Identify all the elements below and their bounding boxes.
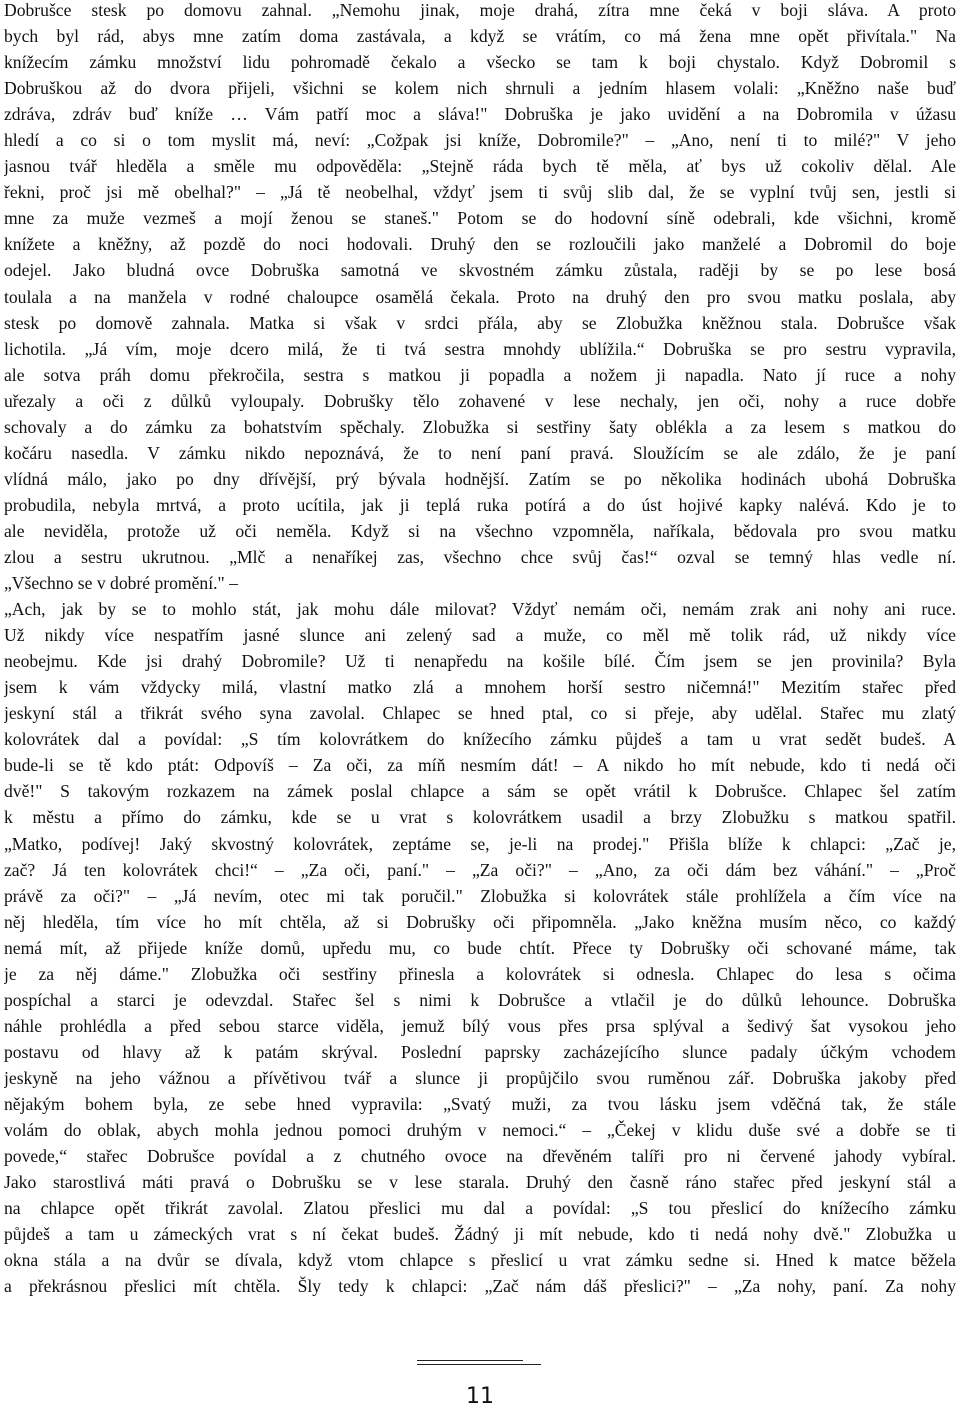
text-line: zač? Já ten kolovrátek chci!“ – „Za oči, paní." – „Za oči?" – „Ano, za oči dám bez váhání." – „Proč (4, 859, 956, 880)
text-line: okna stála a na dvůr se dívala, když vtom chlapce s přeslicí u vrat zámku sedne si. Hned k matce běžela (4, 1250, 956, 1271)
text-line: stesk po domově zahnala. Matka si však v srdci přála, aby se Zlobužka kněžnou stala. Dobrušce však (4, 312, 956, 333)
text-line: řekni, proč jsi mě obelhal?" – „Já tě neobelhal, vždyť jsem ti svůj slib dal, že se vyplní tvůj sen, jestli si (4, 182, 956, 203)
text-line: mne za muže vezmeš a mojí ženou se staneš." Potom se do hodovní síně odebrali, kde všichni, kromě (4, 208, 956, 229)
text-line: Jako starostlivá máti pravá o Dobrušku se v lese starala. Druhý den časně ráno stařec před jeskyní stál a (4, 1172, 956, 1193)
text-line: pospíchal a starci je odevzdal. Stařec šel s nimi k Dobrušce a vtlačil je do důlků lehounce. Dobruška (4, 989, 956, 1010)
text-line: knížecím zámku množství lidu pohromadě čekalo a všecko se tam k boji chystalo. Když Dobromil s (4, 52, 956, 73)
text-line: lichotila. „Já vím, moje dcero milá, že ti tvá sestra mnohdy ublížila.“ Dobruška se pro sestru vypravila, (4, 338, 956, 359)
text-line: náhle prohlédla a před sebou starce viděla, jemuž bílý vous přes prsa splýval a šedivý šat vysokou jeho (4, 1015, 956, 1036)
text-line: nemá mít, až přijede kníže domů, upředu mu, co bude chtít. Přece ty Dobrušky oči schované máme, tak (4, 937, 956, 958)
text-line: jasnou tvář hleděla a směle mu odpověděla: „Stejně ráda bych tě měla, ať bys už cokoliv dělal. Ale (4, 156, 956, 177)
text-line: jeskyní stál a třikrát svého syna zavolal. Chlapec se hned ptal, co si přeje, aby udělal. Stařec mu zlatý (4, 703, 956, 724)
footer-rule (417, 1360, 523, 1361)
text-line: volám do oblak, abych mohla jednou pomoci druhým v nemoci.“ – „Čekej v klidu duše své a dobře se ti (4, 1120, 956, 1141)
footer-rule-lower (417, 1364, 541, 1365)
text-line: k městu a přímo do zámku, kde se u vrat s kolovrátkem usadil a brzy Zlobužku s matkou spatřil. (4, 807, 956, 828)
text-line: na chlapce opět třikrát zavolal. Zlatou přeslici mu dal a povídal: „S tou přeslicí do knížecího zámku (4, 1198, 956, 1219)
text-line: a překrásnou přeslici mít chtěla. Šly tedy k chlapci: „Zač nám dáš přeslici?" – „Za nohy, paní. Za nohy (4, 1276, 956, 1297)
body-text (4, 0, 956, 1299)
text-line: povede,“ stařec Dobrušce povídal a z chutného ovoce na dřevěném talíři pro ni červené jahody vybíral. (4, 1146, 956, 1167)
text-line: hledí a co si o tom myslit má, neví: „Cožpak jsi kníže, Dobromile?" – „Ano, není ti to milé?" V jeho (4, 130, 956, 151)
text-line: vlídná málo, jako po dny dřívější, prý bývala hodnější. Zatím se po několika hodinách ubohá Dobruška (4, 468, 956, 489)
text-line: je za něj dáme." Zlobužka oči sestřiny přinesla a kolovrátek si odnesla. Chlapec do lesa s očima (4, 963, 956, 984)
text-line: Dobruškou až do dvora přijeli, všichni se kolem nich shrnuli a jedním hlasem volali: „Kněžno naše buď (4, 78, 956, 99)
text-line: „Matko, podívej! Jaký skvostný kolovrátek, zeptáme se, je-li na prodej." Přišla blíže k chlapci: „Zač je, (4, 833, 956, 854)
text-line: probudila, nebyla mrtvá, a proto ucítila, jak ji teplá ruka potírá a do úst hojivé kapky nalévá. Kdo je to (4, 494, 956, 515)
text-line: ale neviděla, protože už oči neměla. Když si na všechno vzpomněla, naříkala, bědovala pro svou matku (4, 520, 956, 541)
text-line: kočáru nasedla. V zámku nikdo nepoznává, že to není paní pravá. Sloužícím se ale zdálo, že je paní (4, 442, 956, 463)
text-line: něj hleděla, tím více ho mít chtěla, až si Dobrušky oči připomněla. „Jako kněžna musím něco, co každý (4, 911, 956, 932)
text-line: schovaly a do zámku za bohatstvím spěchaly. Zlobužka si sestřiny šaty oblékla a za lesem s matkou do (4, 416, 956, 437)
text-line: nějakým bohem byla, ze sebe hned vypravila: „Svatý muži, za tvou lásku jsem vděčná tak, že stále (4, 1093, 956, 1114)
text-line: „Všechno se v dobré promění." – (4, 573, 238, 594)
page-number: 11 (466, 1384, 494, 1409)
text-line: kolovrátek dal a povídal: „S tím kolovrátkem do knížecího zámku půjdeš a tam u vrat sedět budeš. A (4, 729, 956, 750)
text-line: půjdeš a tam u zámeckých vrat s ní čekat budeš. Žádný ji mít nebude, kdo ti nedá nohy dvě." Zlobužka u (4, 1224, 956, 1245)
text-line: dvě!" S takovým rozkazem na zámek poslal chlapce a sám se opět vrátil k Dobrušce. Chlapec šel zatím (4, 781, 956, 802)
text-line: bych byl rád, abys mne zatím doma zastávala, a když se vrátím, co má žena mne opět přivítala." Na (4, 26, 956, 47)
text-line: toulala a na manžela v rodné chaloupce osamělá čekala. Proto na druhý den pro svou matku poslala, aby (4, 286, 956, 307)
text-line: Dobrušce stesk po domovu zahnal. „Nemohu jinak, moje drahá, zítra mne čeká v boji sláva. A proto (4, 0, 956, 20)
text-line: zlou a sestru ukrutnou. „Mlč a nenaříkej zas, všechno chce svůj čas!“ ozval se temný hlas vedle ní. (4, 546, 956, 567)
text-line: zdráva, zdráv buď kníže … Vám patří moc a sláva!" Dobruška je jako uvidění a na Dobromila v úžasu (4, 104, 956, 125)
text-line: uřezaly a oči z důlků vyloupaly. Dobrušky tělo zohavené v lese nechaly, jen oči, nohy a ruce dobře (4, 390, 956, 411)
text-line: postavu od hlavy až k patám skrýval. Poslední paprsky zacházejícího slunce padaly účkým vchodem (4, 1041, 956, 1062)
text-line: odejel. Jako bludná ovce Dobruška samotná ve skvostném zámku zůstala, raději by se po lese bosá (4, 260, 956, 281)
text-line: jeskyně na jeho vážnou a přívětivou tvář a slunce ji propůjčilo svou ruměnou zář. Dobruška jakoby před (4, 1067, 956, 1088)
text-line: Už nikdy více nespatřím jasné slunce ani zelený sad a muže, co měl mě tolik rád, už nikdy více (4, 625, 956, 646)
text-line: jsem k vám vždycky milá, vlastní matko zlá a mnohem horší sestro ničemná!" Mezitím stařec před (4, 677, 956, 698)
text-line: ale sotva práh domu překročila, sestra s matkou ji popadla a nožem ji napadla. Nato jí ruce a nohy (4, 364, 956, 385)
text-line: neobejmu. Kde jsi drahý Dobromile? Už ti nenapředu na košile bílé. Čím jsem se jen provinila? Byla (4, 651, 956, 672)
text-line: právě za oči?" – „Já nevím, otec mi tak poručil." Zlobužka si kolovrátek stále prohlížela a čím více na (4, 885, 956, 906)
text-line: knížete a kněžny, až pozdě do noci hodovali. Druhý den se rozloučili jako manželé a Dobromil do boje (4, 234, 956, 255)
text-line: bude-li se tě kdo ptát: Odpovíš – Za oči, za míň nesmím dát! – A nikdo ho mít nebude, kdo ti nedá oči (4, 755, 956, 776)
text-line: „Ach, jak by se to mohlo stát, jak mohu dále milovat? Vždyť nemám oči, nemám zrak ani nohy ani ruce. (4, 599, 956, 620)
